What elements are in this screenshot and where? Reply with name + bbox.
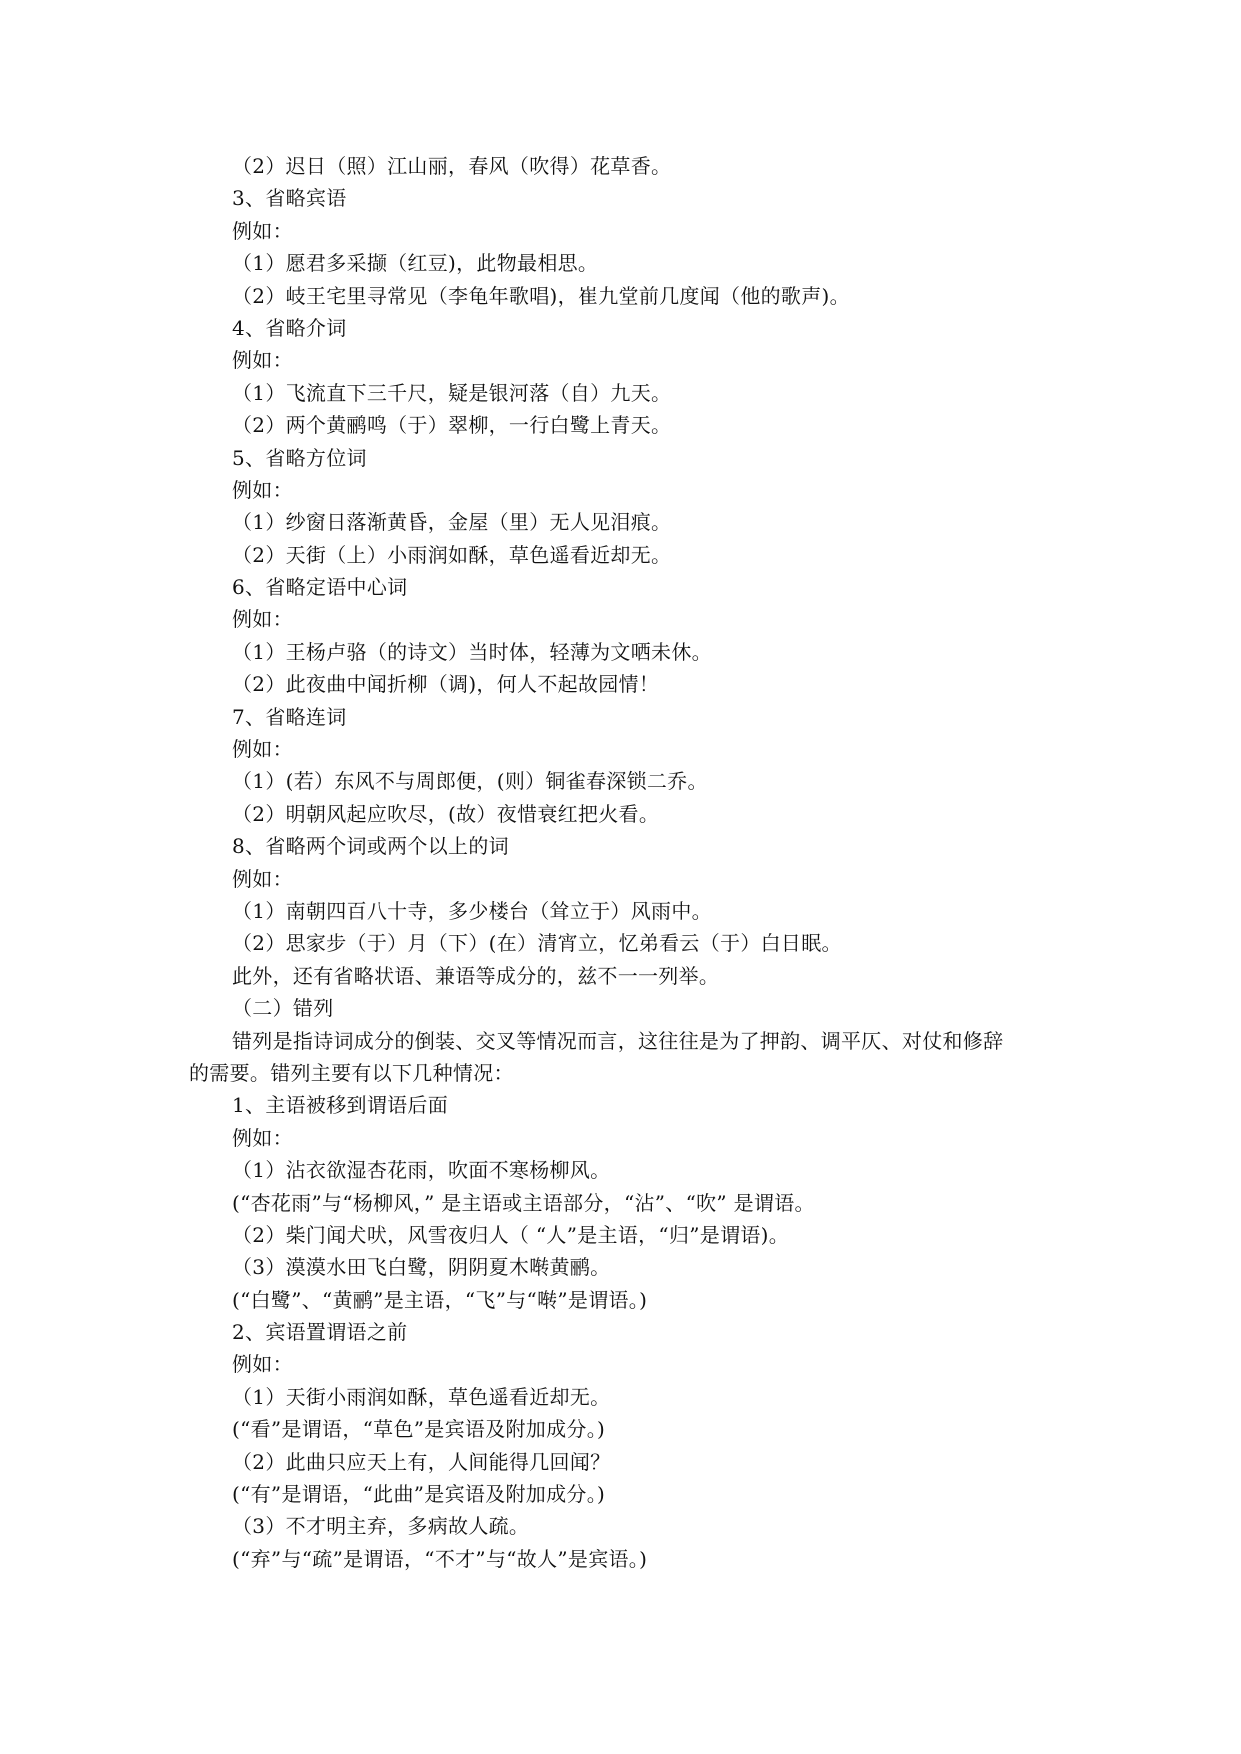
text-line: （2）明朝风起应吹尽，(故）夜惜衰红把火看。	[232, 801, 660, 826]
annotation-line: (“看”是谓语，“草色”是宾语及附加成分。)	[232, 1417, 606, 1442]
example-label: 例如：	[232, 737, 293, 762]
paragraph-continuation-line: 的需要。错列主要有以下几种情况：	[189, 1060, 514, 1085]
text-line: （1）天街小雨润如酥，草色遥看近却无。	[232, 1384, 611, 1409]
example-label: 例如：	[232, 348, 293, 373]
annotation-line: (“有”是谓语，“此曲”是宾语及附加成分。)	[232, 1482, 606, 1507]
text-line: （2）此曲只应天上有，人间能得几回闻？	[232, 1449, 611, 1474]
document-body	[189, 150, 1062, 1575]
section-heading: 4、省略介词	[232, 315, 347, 340]
example-label: 例如：	[232, 607, 293, 632]
paragraph-first-line: 错列是指诗词成分的倒装、交叉等情况而言，这往往是为了押韵、调平仄、对仗和修辞	[232, 1028, 1004, 1053]
text-line: （1）沾衣欲湿杏花雨，吹面不寒杨柳风。	[232, 1158, 611, 1183]
text-line: 此外，还有省略状语、兼语等成分的，兹不一一列举。	[232, 963, 720, 988]
section-heading: 7、省略连词	[232, 704, 347, 729]
example-label: 例如：	[232, 1352, 293, 1377]
text-line: （2）两个黄鹂鸣（于）翠柳，一行白鹭上青天。	[232, 413, 672, 438]
text-line: （2）天街（上）小雨润如酥，草色遥看近却无。	[232, 542, 672, 567]
text-line: （1）南朝四百八十寺，多少楼台（耸立于）风雨中。	[232, 898, 712, 923]
text-line: （2）柴门闻犬吠，风雪夜归人（ “人”是主语，“归”是谓语)。	[232, 1222, 790, 1247]
example-label: 例如：	[232, 1125, 293, 1150]
example-label: 例如：	[232, 218, 293, 243]
section-heading: 3、省略宾语	[232, 186, 347, 211]
text-line: （3）漠漠水田飞白鹭，阴阴夏木啭黄鹂。	[232, 1255, 611, 1280]
annotation-line: (“杏花雨”与“杨柳风，” 是主语或主语部分，“沾”、“吹” 是谓语。	[232, 1190, 815, 1215]
section-heading: （二）错列	[232, 996, 334, 1021]
example-label: 例如：	[232, 477, 293, 502]
text-line: （2）岐王宅里寻常见（李龟年歌唱)，崔九堂前几度闻（他的歌声)。	[232, 283, 850, 308]
text-line: （2）迟日（照）江山丽，春风（吹得）花草香。	[232, 154, 672, 178]
section-heading: 1、主语被移到谓语后面	[232, 1093, 449, 1118]
section-heading: 2、宾语置谓语之前	[232, 1320, 408, 1345]
text-line: （1）愿君多采撷（红豆)，此物最相思。	[232, 251, 599, 276]
text-line: （1）飞流直下三千尺，疑是银河落（自）九天。	[232, 380, 672, 405]
text-line: （2）思家步（于）月（下）(在）清宵立，忆弟看云（于）白日眠。	[232, 931, 842, 956]
section-heading: 6、省略定语中心词	[232, 575, 408, 600]
section-heading: 8、省略两个词或两个以上的词	[232, 834, 509, 859]
section-heading: 5、省略方位词	[232, 445, 367, 470]
text-line: （1）(若）东风不与周郎便，(则）铜雀春深锁二乔。	[232, 769, 708, 794]
text-line: （1）王杨卢骆（的诗文）当时体，轻薄为文哂未休。	[232, 639, 712, 664]
annotation-line: (“弃”与“疏”是谓语，“不才”与“故人”是宾语。)	[232, 1546, 648, 1571]
text-line: （1）纱窗日落渐黄昏，金屋（里）无人见泪痕。	[232, 510, 672, 535]
text-line: （3）不才明主弃，多病故人疏。	[232, 1514, 530, 1539]
annotation-line: (“白鹭”、“黄鹂”是主语，“飞”与“啭”是谓语。)	[232, 1287, 648, 1312]
example-label: 例如：	[232, 866, 293, 891]
text-line: （2）此夜曲中闻折柳（调)，何人不起故园情！	[232, 672, 660, 697]
